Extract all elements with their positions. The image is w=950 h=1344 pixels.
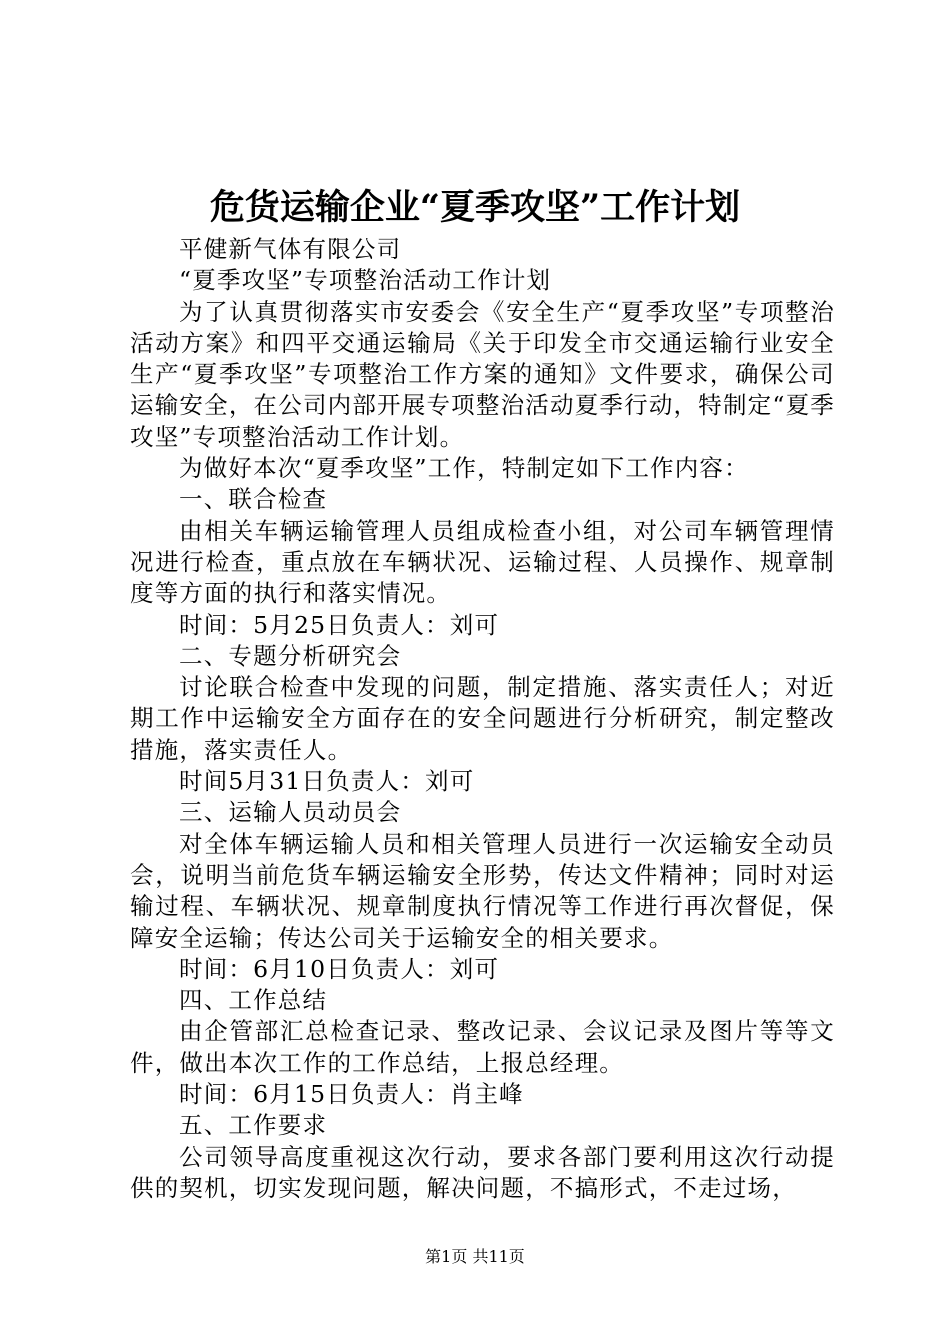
paragraph-plan-subtitle: “夏季攻坚”专项整治活动工作计划 <box>179 266 552 295</box>
section-heading-joint-inspection: 一、联合检查 <box>179 485 328 514</box>
document-body <box>130 234 835 1204</box>
paragraph-intro: 为了认真贯彻落实市安委会《安全生产“夏季攻坚”专项整治活动方案》和四平交通运输局《关于印发全市交通运输行业安全生产“夏季攻坚”专项整治工作方案的通知》文件要求，确保公司运输安全，在公司内部开展专项整治活动夏季行动，特制定“夏季攻坚”专项整治活动工作计划。 <box>130 297 835 451</box>
section-heading-mobilization: 三、运输人员动员会 <box>179 798 402 827</box>
section-heading-summary: 四、工作总结 <box>179 986 328 1015</box>
paragraph-content-lead: 为做好本次“夏季攻坚”工作，特制定如下工作内容： <box>179 454 749 483</box>
section-heading-requirements: 五、工作要求 <box>179 1111 328 1140</box>
paragraph-analysis-meeting: 讨论联合检查中发现的问题，制定措施、落实责任人；对近期工作中运输安全方面存在的安全问题进行分析研究，制定整改措施，落实责任人。 <box>130 673 835 764</box>
schedule-line-4: 时间：6月15日负责人：肖主峰 <box>179 1080 524 1109</box>
document-title: 危货运输企业“夏季攻坚”工作计划 <box>209 187 741 228</box>
schedule-line-2: 时间5月31日负责人：刘可 <box>179 767 475 796</box>
schedule-line-3: 时间：6月10日负责人：刘可 <box>179 954 500 983</box>
paragraph-summary: 由企管部汇总检查记录、整改记录、会议记录及图片等等文件，做出本次工作的工作总结，上报总经理。 <box>130 1017 835 1077</box>
paragraph-company-name: 平健新气体有限公司 <box>179 235 402 263</box>
paragraph-mobilization: 对全体车辆运输人员和相关管理人员进行一次运输安全动员会，说明当前危货车辆运输安全形势，传达文件精神；同时对运输过程、车辆状况、规章制度执行情况等工作进行再次督促，保障安全运输；传达公司关于运输安全的相关要求。 <box>130 829 835 952</box>
section-heading-analysis-meeting: 二、专题分析研究会 <box>179 641 402 670</box>
schedule-line-1: 时间：5月25日负责人：刘可 <box>179 610 500 639</box>
paragraph-joint-inspection: 由相关车辆运输管理人员组成检查小组，对公司车辆管理情况进行检查，重点放在车辆状况、运输过程、人员操作、规章制度等方面的执行和落实情况。 <box>130 516 835 608</box>
page-number-footer: 第1页 共11页 <box>425 1247 525 1266</box>
paragraph-requirements: 公司领导高度重视这次行动，要求各部门要利用这次行动提供的契机，切实发现问题，解决问题，不搞形式，不走过场， <box>130 1142 835 1202</box>
